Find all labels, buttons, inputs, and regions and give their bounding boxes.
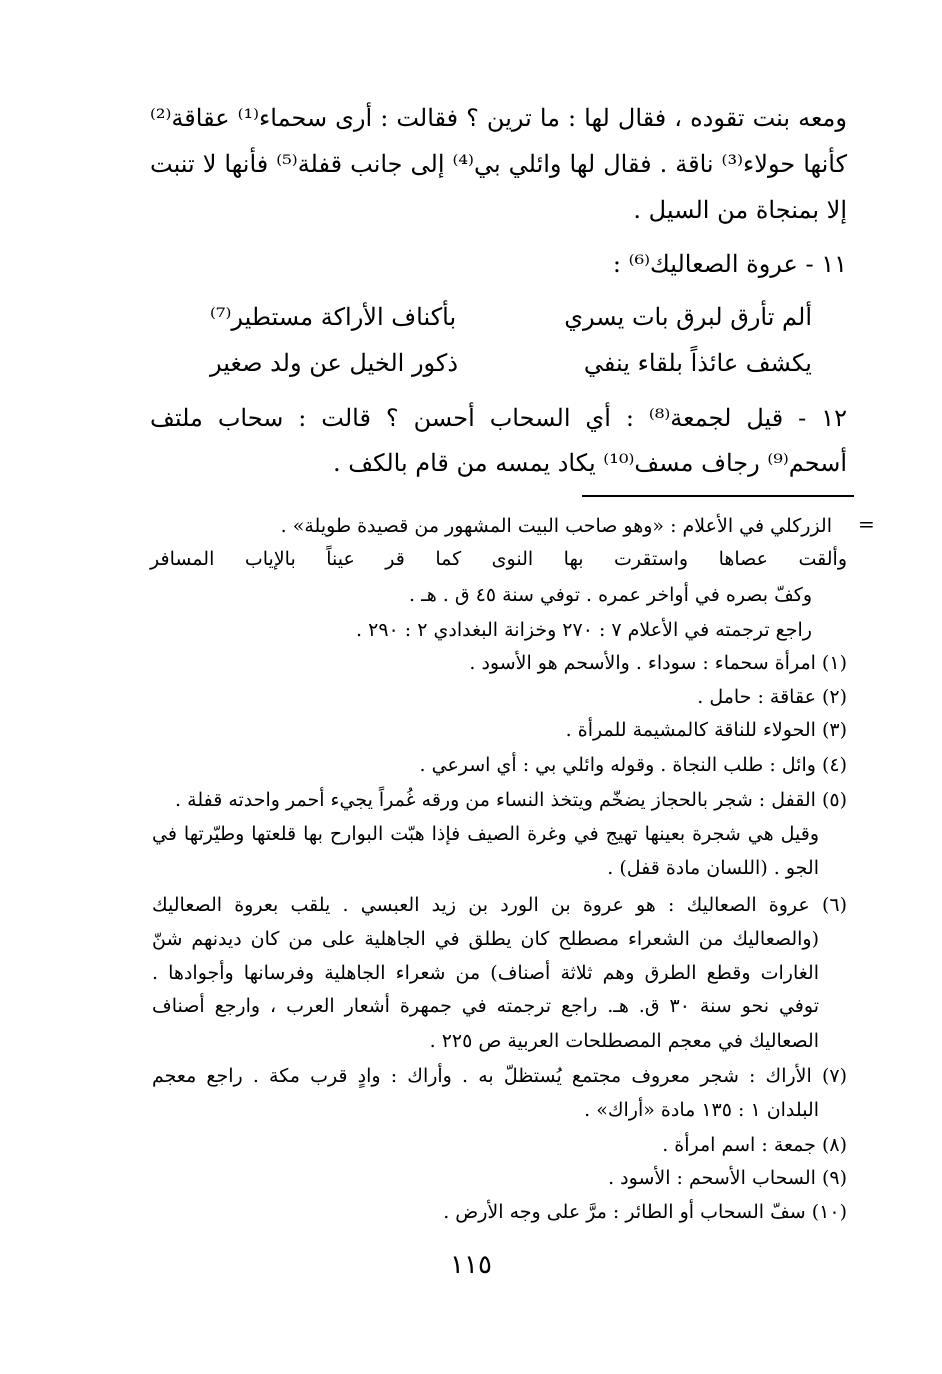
footnote-6: (٦) عروة الصعاليك : هو عروة بن الورد بن زيد العبسي . يلقب بعروة الصعاليك [152,894,847,916]
verse-hemistich-right: يكشف عائذاً بلقاء ينفي [583,349,812,377]
footnote-2: (٢) عقاقة : حامل . [697,686,847,708]
footnote-7-cont: البلدان ١ : ١٣٥ مادة «أراك» . [584,1099,819,1121]
footnote-7: (٧) الأراك : شجر معروف مجتمع يُستظلّ به . وأراك : وادٍ قرب مكة . راجع معجم [152,1065,847,1087]
footnote-6-cont: الغارات وقطع الطرق وهم ثلاثة أصناف) من شعراء الجاهلية وفرسانها وأجوادها . [152,962,819,984]
body-line: كأنها حولاء⁽³⁾ ناقة . فقال لها وائلي بي⁽⁴⁾ إلى جانب قفلة⁽⁵⁾ فأنها لا تنبت [150,150,847,178]
body-line: إلا بمنجاة من السيل . [633,196,847,224]
footnote-6-cont: الصعاليك في معجم المصطلحات العربية ص ٢٢٥ . [429,1030,819,1052]
verse-hemistich-left: ذكور الخيل عن ولد صغير [210,349,459,377]
footnote-3: (٣) الحولاء للناقة كالمشيمة للمرأة . [565,719,847,741]
footnote-5: (٥) القفل : شجر بالحجاز يضخّم ويتخذ النساء من ورقه غُمراً يجيء أحمر واحدته قفلة . [175,789,847,811]
footnote-line: راجع ترجمته في الأعلام ٧ : ٢٧٠ وخزانة البغدادي ٢ : ٢٩٠ . [356,619,812,641]
footnote-line: وكفّ بصره في أواخر عمره . توفي سنة ٤٥ ق . هـ . [409,584,812,606]
footnote-line: الزركلي في الأعلام : «وهو صاحب البيت المشهور من قصيدة طويلة» . [280,515,832,537]
body-line: ١٢ - قيل لجمعة⁽⁸⁾ : أي السحاب أحسن ؟ قالت : سحاب ملتف [150,404,848,432]
section-heading: ١١ - عروة الصعاليك⁽⁶⁾ : [612,250,847,278]
footnote-6-cont: توفي نحو سنة ٣٠ ق. هـ. راجع ترجمته في جمهرة أشعار العرب ، وارجع أصناف [152,995,819,1017]
page-number: ١١٥ [450,1250,492,1280]
footnote-9: (٩) السحاب الأسحم : الأسود . [608,1167,847,1189]
footnote-8: (٨) جمعة : اسم امرأة . [662,1134,847,1156]
verse-hemistich-right: ألم تأرق لبرق بات يسري [564,303,812,331]
body-line: أسحم⁽⁹⁾ رجاف مسف⁽¹⁰⁾ يكاد يمسه من قام بالكف . [332,449,847,477]
footnote-separator [582,495,854,497]
footnote-6-cont: (والصعاليك من الشعراء مصطلح كان يطلق في الجاهلية على من كان ديدنهم شنّ [152,928,819,950]
footnote-1: (١) امرأة سحماء : سوداء . والأسحم هو الأسود . [469,652,847,674]
verse-hemistich-left: بأكناف الأراكة مستطير⁽⁷⁾ [210,303,457,331]
footnote-10: (١٠) سفّ السحاب أو الطائر : مرَّ على وجه الأرض . [443,1201,847,1223]
footnote-5-cont: وقيل هي شجرة بعينها تهيج في وغرة الصيف فإذا هبّت البوارح بها قلعتها وطيّرتها في [152,823,819,845]
footnote-verse: وألقت عصاها واستقرت بها النوى كما قر عيناً بالإياب المسافر [150,548,847,570]
footnote-4: (٤) وائل : طلب النجاة . وقوله وائلي بي : أي اسرعي . [419,754,847,776]
continuation-mark: = [858,512,875,536]
body-line: ومعه بنت تقوده ، فقال لها : ما ترين ؟ فقالت : أرى سحماء⁽¹⁾ عقاقة⁽²⁾ [150,104,848,132]
footnote-5-cont: الجو . (اللسان مادة قفل) . [607,857,819,879]
